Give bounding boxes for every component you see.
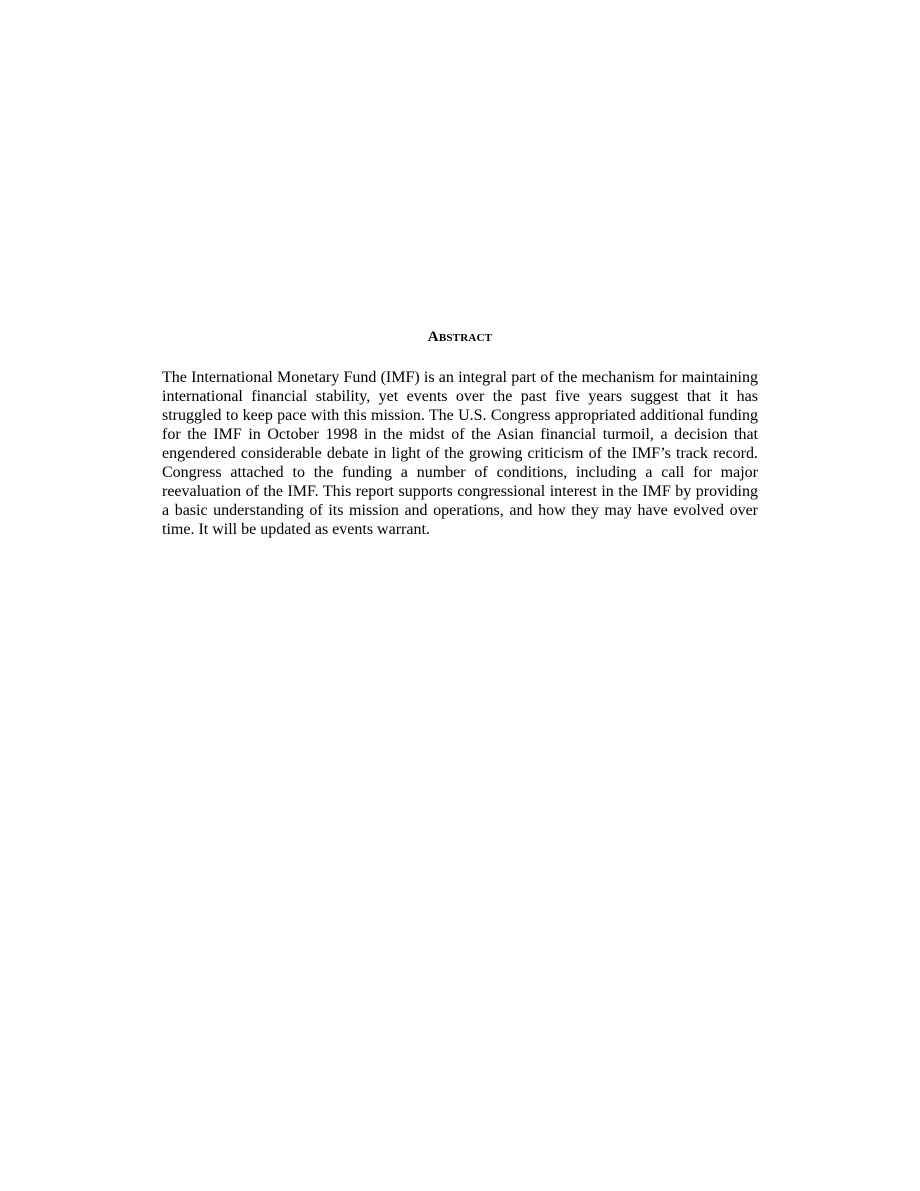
abstract-body: The International Monetary Fund (IMF) is an integral part of the mechanism for maintaining international financial stability, yet events over the past five years suggest that it has struggled to keep pace with this mission. The U.S. Congress appropriated additional funding for the IMF in October 1998 in the midst of the Asian financial turmoil, a decision that engendered considerable debate in light of the growing criticism of the IMF’s track record. Congress attached to the funding a number of conditions, including a call for major reevaluation of the IMF. This report supports congressional interest in the IMF by providing a basic understanding of its mission and operations, and how they may have evolved over time. It will be updated as events warrant.: [162, 369, 758, 538]
abstract-section: [162, 328, 758, 539]
abstract-heading: Abstract: [427, 329, 493, 345]
